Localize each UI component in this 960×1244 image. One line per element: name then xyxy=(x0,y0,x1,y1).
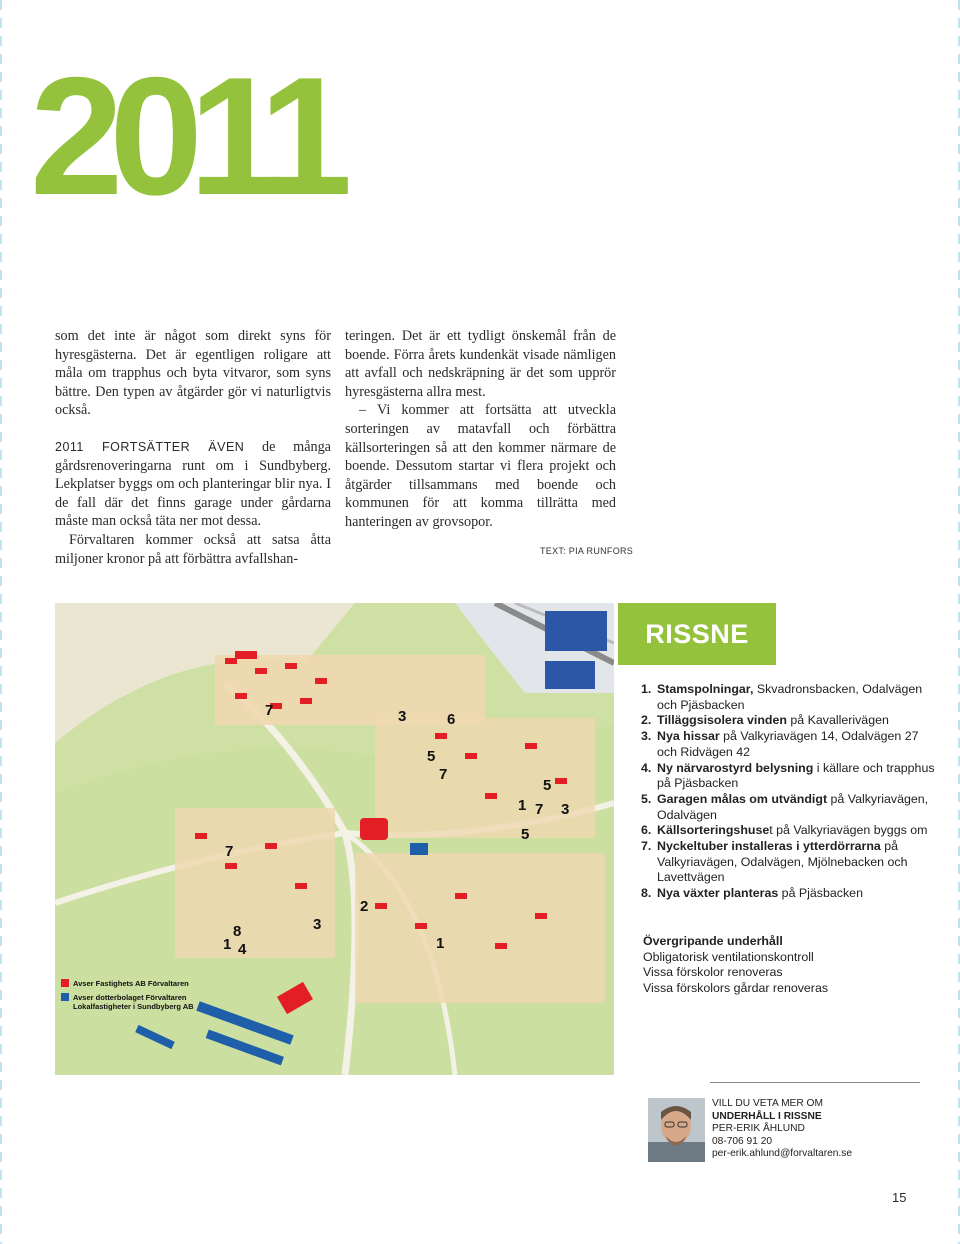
year-heading: 2011 xyxy=(30,42,339,230)
measure-title: Stamspolningar, xyxy=(657,682,754,696)
contact-email[interactable]: per-erik.ahlund@forvaltaren.se xyxy=(712,1148,853,1160)
measure-item xyxy=(641,682,941,713)
measure-title: Nyckeltuber installeras i ytterdörrarna xyxy=(657,839,881,854)
legend-label: Avser Fastighets AB Förvaltaren xyxy=(73,979,189,988)
overall-item: Vissa förskolors gårdar renoveras xyxy=(643,981,829,996)
paragraph-text: de många gårdsrenoveringarna runt om i Sundbyberg. Lekplatser byggs om och planteringar blir nya. I de fall där det finns garage under gårdarna måste man också täta ner mot dessa. xyxy=(55,438,331,530)
map-marker: 8 xyxy=(233,923,242,940)
measure-number: 7. xyxy=(641,839,652,854)
measure-item xyxy=(641,823,941,839)
map-marker: 5 xyxy=(543,777,552,794)
measure-location: på Kavallerivägen xyxy=(786,713,889,728)
measure-number: 1. xyxy=(641,682,652,696)
measure-location: på Valkyriavägen 14, Odalvägen 27 och Ridvägen 42 xyxy=(657,729,919,759)
overall-item: Vissa förskolor renoveras xyxy=(643,965,783,980)
map-marker: 6 xyxy=(447,711,456,728)
measure-title: Tilläggsisolera vinden xyxy=(657,713,787,728)
measure-location: på Valkyriavägen, Odalvägen xyxy=(657,791,929,822)
measure-number: 3. xyxy=(641,729,652,744)
contact-topic: UNDERHÅLL I RISSNE xyxy=(712,1110,822,1122)
contact-divider xyxy=(710,1082,920,1083)
measure-location: t på Valkyriavägen byggs om xyxy=(769,823,928,838)
map-marker: 7 xyxy=(225,843,234,860)
area-title-badge: RISSNE xyxy=(618,603,776,665)
map-marker: 3 xyxy=(313,916,322,933)
map-marker: 5 xyxy=(427,748,436,765)
map-marker: 1 xyxy=(436,935,445,952)
measure-number: 4. xyxy=(641,760,652,775)
measure-title: Nya växter planteras xyxy=(657,886,779,901)
left-border xyxy=(0,0,2,1244)
measure-item xyxy=(641,792,941,823)
map-marker: 3 xyxy=(398,708,407,725)
measure-title: Ny närvarostyrd belysning xyxy=(657,760,814,775)
measure-item xyxy=(641,713,941,729)
measure-item xyxy=(641,729,941,760)
legend-swatch xyxy=(61,979,69,987)
article-paragraph: – Vi kommer att fortsätta att utveckla sorteringen av matavfall och förbättra källsorteringen så att den kommer närmare de boende. Dessutom startar vi flera projekt och åtgärder tillsammans med boende och kommunen för att komma tillrätta med hanteringen av grovsopor. xyxy=(345,402,616,530)
map-marker: 7 xyxy=(265,702,274,719)
lead-in-caps: 2011 FORTSÄTTER ÄVEN xyxy=(55,439,245,454)
article-column-1 xyxy=(55,327,331,568)
article-paragraph: teringen. Det är ett tydligt önskemål från de boende. Förra årets kundenkät visade nämligen att avfall och nedskräpning är det som upprör hyresgästerna allra mest. xyxy=(345,328,616,400)
article-paragraph xyxy=(55,438,331,531)
measures-list xyxy=(641,682,941,902)
map-marker: 7 xyxy=(439,766,448,783)
measure-number: 8. xyxy=(641,886,652,901)
map-marker: 4 xyxy=(238,941,247,958)
measure-title: Nya hissar xyxy=(657,729,720,744)
page-number: 15 xyxy=(892,1190,907,1205)
measure-number: 2. xyxy=(641,713,652,728)
measure-location: på Valkyriavägen, Odalvägen, Mjölnebacken och Lavettvägen xyxy=(657,839,908,885)
contact-photo xyxy=(648,1098,705,1162)
measure-title: Källsorteringshuse xyxy=(657,823,770,838)
rissne-map xyxy=(55,603,614,1075)
map-marker: 1 xyxy=(518,797,527,814)
contact-intro: VILL DU VETA MER OM xyxy=(712,1098,823,1109)
legend-label: Avser dotterbolaget Förvaltaren Lokalfastigheter i Sundbyberg AB xyxy=(73,993,194,1011)
map-marker: 1 xyxy=(223,936,232,953)
overall-title: Övergripande underhåll xyxy=(643,934,783,948)
map-marker: 2 xyxy=(360,898,369,915)
map-marker: 7 xyxy=(535,801,544,818)
measure-item xyxy=(641,886,941,902)
map-marker: 5 xyxy=(521,826,530,843)
overall-item: Obligatorisk ventilationskontroll xyxy=(643,949,814,964)
contact-phone: 08-706 91 20 xyxy=(712,1135,773,1147)
article-column-2 xyxy=(345,327,616,532)
measure-number: 6. xyxy=(641,823,652,838)
article-paragraph: Förvaltaren kommer också att satsa åtta miljoner kronor på att förbättra avfallshan- xyxy=(55,531,331,567)
text-credit: TEXT: PIA RUNFORS xyxy=(540,546,634,556)
measure-item xyxy=(641,761,941,792)
map-marker: 3 xyxy=(561,801,570,818)
overall-maintenance xyxy=(643,934,828,997)
article-paragraph: som det inte är något som direkt syns för hyresgästerna. Det är egentligen roligare att måla om trapphus och byta vitvaror, som syns bättre. Den typen av åtgärder gör vi naturligtvis också. xyxy=(55,328,331,419)
measure-item xyxy=(641,839,941,886)
contact-name: PER-ERIK ÅHLUND xyxy=(712,1123,805,1135)
measure-location: i källare och trapphus på Pjäsbacken xyxy=(657,760,935,791)
measure-title: Garagen målas om utvändigt xyxy=(657,791,828,806)
measure-location: Skvadronsbacken, Odalvägen och Pjäsbacken xyxy=(657,682,923,712)
measure-location: på Pjäsbacken xyxy=(778,886,863,901)
contact-text xyxy=(712,1098,932,1161)
measure-number: 5. xyxy=(641,791,652,806)
legend-swatch xyxy=(61,993,69,1001)
